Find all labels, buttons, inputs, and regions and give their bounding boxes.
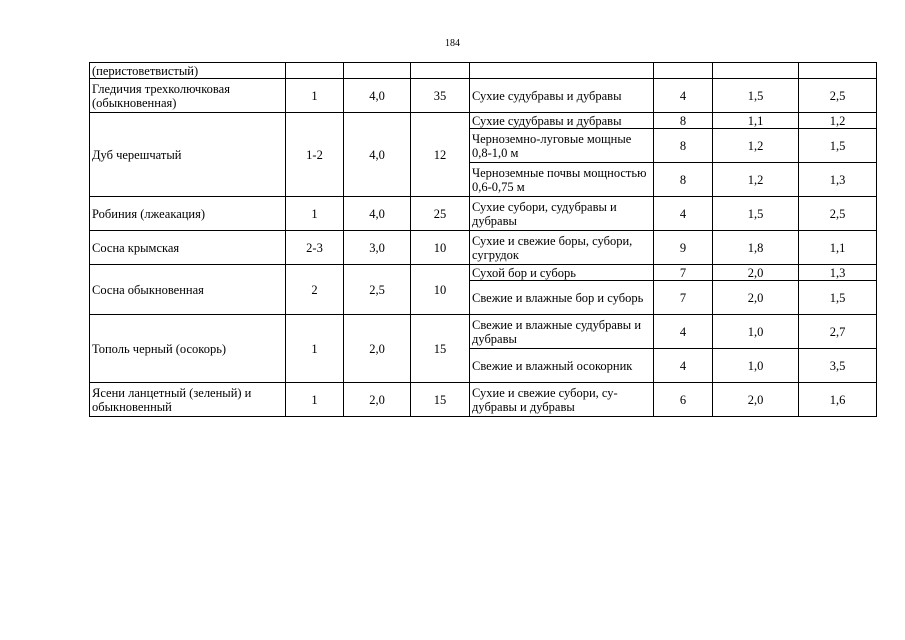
conditions-cell: Сухие субори, судубравы и дубравы bbox=[470, 197, 654, 231]
conditions-cell: Свежие и влажный осокорник bbox=[470, 349, 654, 383]
value-cell: 4 bbox=[654, 197, 713, 231]
value-cell: 1-2 bbox=[286, 113, 344, 197]
empty-cell bbox=[344, 63, 411, 79]
empty-cell bbox=[654, 63, 713, 79]
species-cell: Робиния (лжеакация) bbox=[90, 197, 286, 231]
value-cell: 7 bbox=[654, 281, 713, 315]
table-row bbox=[90, 315, 877, 349]
value-cell: 10 bbox=[411, 265, 470, 315]
value-cell: 1,5 bbox=[799, 281, 877, 315]
value-cell: 12 bbox=[411, 113, 470, 197]
table-row bbox=[90, 197, 877, 231]
value-cell: 1,2 bbox=[799, 113, 877, 129]
value-cell: 4,0 bbox=[344, 197, 411, 231]
conditions-cell: Свежие и влажные судубравы и дубравы bbox=[470, 315, 654, 349]
empty-cell bbox=[411, 63, 470, 79]
value-cell: 1,5 bbox=[799, 129, 877, 163]
empty-cell bbox=[713, 63, 799, 79]
value-cell: 2,0 bbox=[713, 281, 799, 315]
value-cell: 15 bbox=[411, 383, 470, 417]
value-cell: 2,0 bbox=[713, 265, 799, 281]
value-cell: 4 bbox=[654, 349, 713, 383]
value-cell: 9 bbox=[654, 231, 713, 265]
conditions-cell: Свежие и влажные бор и суборь bbox=[470, 281, 654, 315]
species-cell: Тополь черный (осокорь) bbox=[90, 315, 286, 383]
table-row bbox=[90, 265, 877, 281]
conditions-cell: Сухие судубравы и дубравы bbox=[470, 113, 654, 129]
value-cell: 3,0 bbox=[344, 231, 411, 265]
value-cell: 1 bbox=[286, 315, 344, 383]
value-cell: 10 bbox=[411, 231, 470, 265]
value-cell: 1,2 bbox=[713, 129, 799, 163]
species-cell: Дуб черешчатый bbox=[90, 113, 286, 197]
value-cell: 7 bbox=[654, 265, 713, 281]
value-cell: 1,5 bbox=[713, 79, 799, 113]
value-cell: 1,8 bbox=[713, 231, 799, 265]
conditions-cell: Сухие и свежие субори, су-дубравы и дубравы bbox=[470, 383, 654, 417]
value-cell: 2,5 bbox=[799, 79, 877, 113]
table-row bbox=[90, 79, 877, 113]
species-cell: (перистоветвистый) bbox=[90, 63, 286, 79]
value-cell: 15 bbox=[411, 315, 470, 383]
table-row bbox=[90, 113, 877, 129]
value-cell: 3,5 bbox=[799, 349, 877, 383]
species-cell: Сосна обыкновенная bbox=[90, 265, 286, 315]
value-cell: 2-3 bbox=[286, 231, 344, 265]
table-row-continuation bbox=[90, 63, 877, 79]
value-cell: 2,5 bbox=[344, 265, 411, 315]
value-cell: 1,0 bbox=[713, 349, 799, 383]
value-cell: 1,1 bbox=[799, 231, 877, 265]
value-cell: 8 bbox=[654, 113, 713, 129]
value-cell: 6 bbox=[654, 383, 713, 417]
value-cell: 25 bbox=[411, 197, 470, 231]
conditions-cell: Сухие судубравы и дубравы bbox=[470, 79, 654, 113]
conditions-cell: Сухой бор и суборь bbox=[470, 265, 654, 281]
value-cell: 1,6 bbox=[799, 383, 877, 417]
value-cell: 1,1 bbox=[713, 113, 799, 129]
value-cell: 1 bbox=[286, 383, 344, 417]
value-cell: 1 bbox=[286, 79, 344, 113]
value-cell: 4,0 bbox=[344, 79, 411, 113]
empty-cell bbox=[799, 63, 877, 79]
conditions-cell: Черноземные почвы мощностью 0,6-0,75 м bbox=[470, 163, 654, 197]
value-cell: 1 bbox=[286, 197, 344, 231]
value-cell: 2,5 bbox=[799, 197, 877, 231]
value-cell: 1,5 bbox=[713, 197, 799, 231]
value-cell: 1,0 bbox=[713, 315, 799, 349]
value-cell: 1,3 bbox=[799, 163, 877, 197]
empty-cell bbox=[286, 63, 344, 79]
value-cell: 2,7 bbox=[799, 315, 877, 349]
value-cell: 4 bbox=[654, 79, 713, 113]
value-cell: 8 bbox=[654, 129, 713, 163]
value-cell: 8 bbox=[654, 163, 713, 197]
value-cell: 2 bbox=[286, 265, 344, 315]
conditions-cell: Сухие и свежие боры, субори, сугрудок bbox=[470, 231, 654, 265]
page-number: 184 bbox=[445, 38, 460, 49]
value-cell: 35 bbox=[411, 79, 470, 113]
value-cell: 4 bbox=[654, 315, 713, 349]
value-cell: 2,0 bbox=[344, 315, 411, 383]
value-cell: 4,0 bbox=[344, 113, 411, 197]
table-row bbox=[90, 383, 877, 417]
empty-cell bbox=[470, 63, 654, 79]
conditions-cell: Черноземно-луговые мощные 0,8-1,0 м bbox=[470, 129, 654, 163]
species-table bbox=[89, 62, 877, 417]
value-cell: 1,2 bbox=[713, 163, 799, 197]
species-cell: Сосна крымская bbox=[90, 231, 286, 265]
species-cell: Ясени ланцетный (зеленый) и обыкновенный bbox=[90, 383, 286, 417]
table-row bbox=[90, 231, 877, 265]
value-cell: 2,0 bbox=[713, 383, 799, 417]
value-cell: 1,3 bbox=[799, 265, 877, 281]
value-cell: 2,0 bbox=[344, 383, 411, 417]
species-cell: Гледичия трехколючковая (обыкновенная) bbox=[90, 79, 286, 113]
